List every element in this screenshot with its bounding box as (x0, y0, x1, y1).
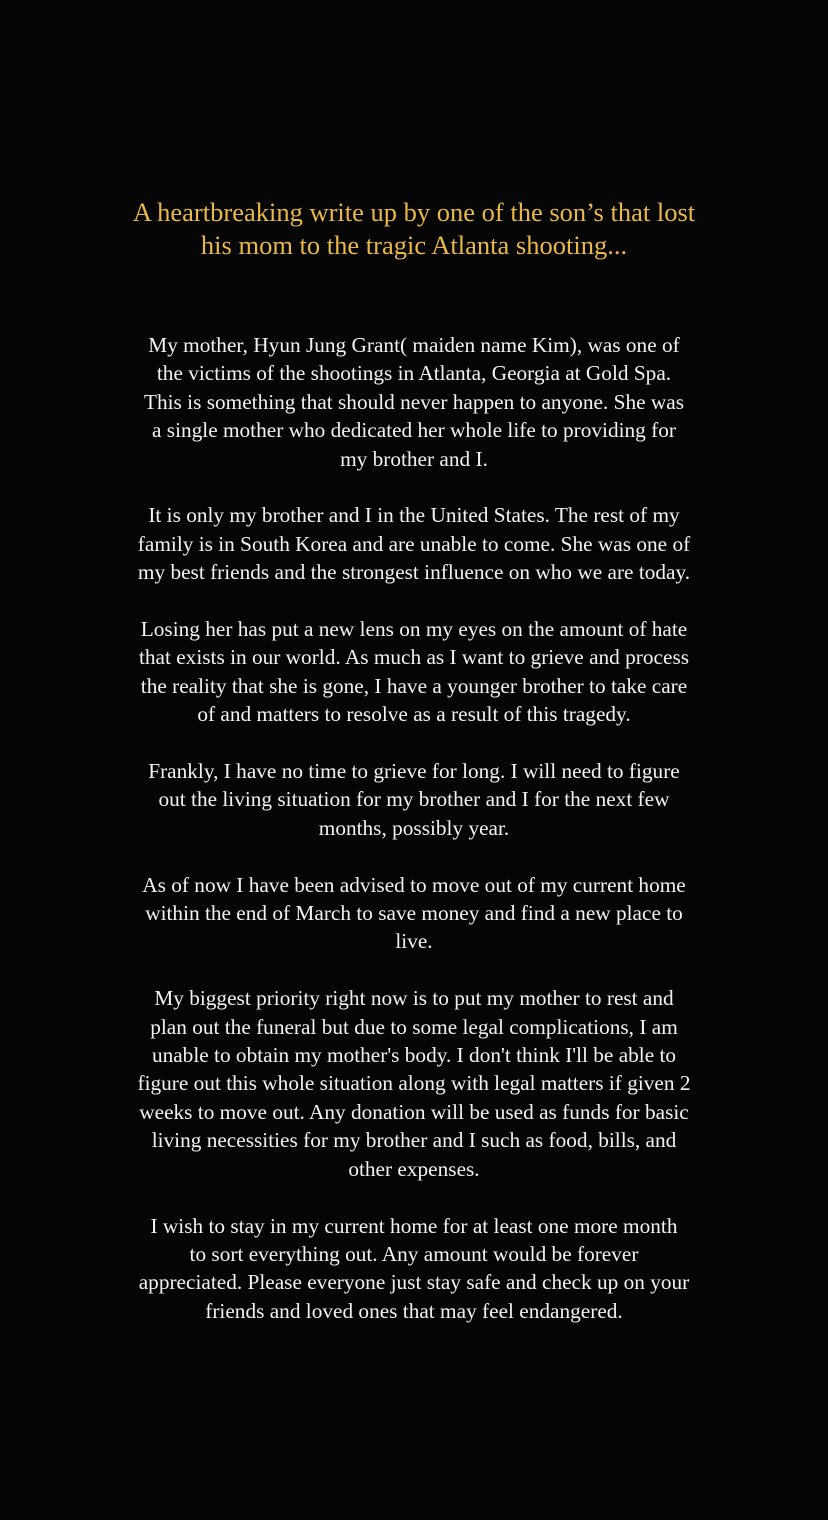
paragraph-4: Frankly, I have no time to grieve for long. I will need to figure out the living situation for my brother and I for the next few months, possibly year. (148, 759, 680, 840)
paragraph-2: It is only my brother and I in the United States. The rest of my family is in South Korea and are unable to come. She was one of my best friends and the strongest influence on who we are today. (137, 503, 691, 585)
paragraph-6: My biggest priority right now is to put my mother to rest and plan out the funeral but due to some legal complications, I am unable to obtain my mother's body. I don't think I'll be able to figure out this whole situation along with legal matters if given 2 weeks to move out. Any donation will be used as funds for basic living necessities for my brother and I such as food, bills, and other expenses. (137, 986, 691, 1181)
paragraph-5: As of now I have been advised to move out of my current home within the end of March to save money and find a new place to live. (142, 872, 686, 954)
paragraph-3: Losing her has put a new lens on my eyes on the amount of hate that exists in our world. As much as I want to grieve and process the reality that she is gone, I have a younger brother to take care of and matters to resolve as a result of this tragedy. (138, 617, 690, 727)
paragraph-1: My mother, Hyun Jung Grant( maiden name Kim), was one of the victims of the shootings in Atlanta, Georgia at Gold Spa. This is something that should never happen to anyone. She was a single mother who dedicated her whole life to providing for my brother and I. (143, 333, 685, 471)
headline: A heartbreaking write up by one of the son’s that lost his mom to the tragic Atlanta shooting... (132, 197, 696, 260)
paragraph-7: I wish to stay in my current home for at least one more month to sort everything out. Any amount would be forever appreciated. Please everyone just stay safe and check up on your friends and loved ones that may feel endangered. (138, 1213, 690, 1323)
letter-body (56, 331, 772, 1325)
